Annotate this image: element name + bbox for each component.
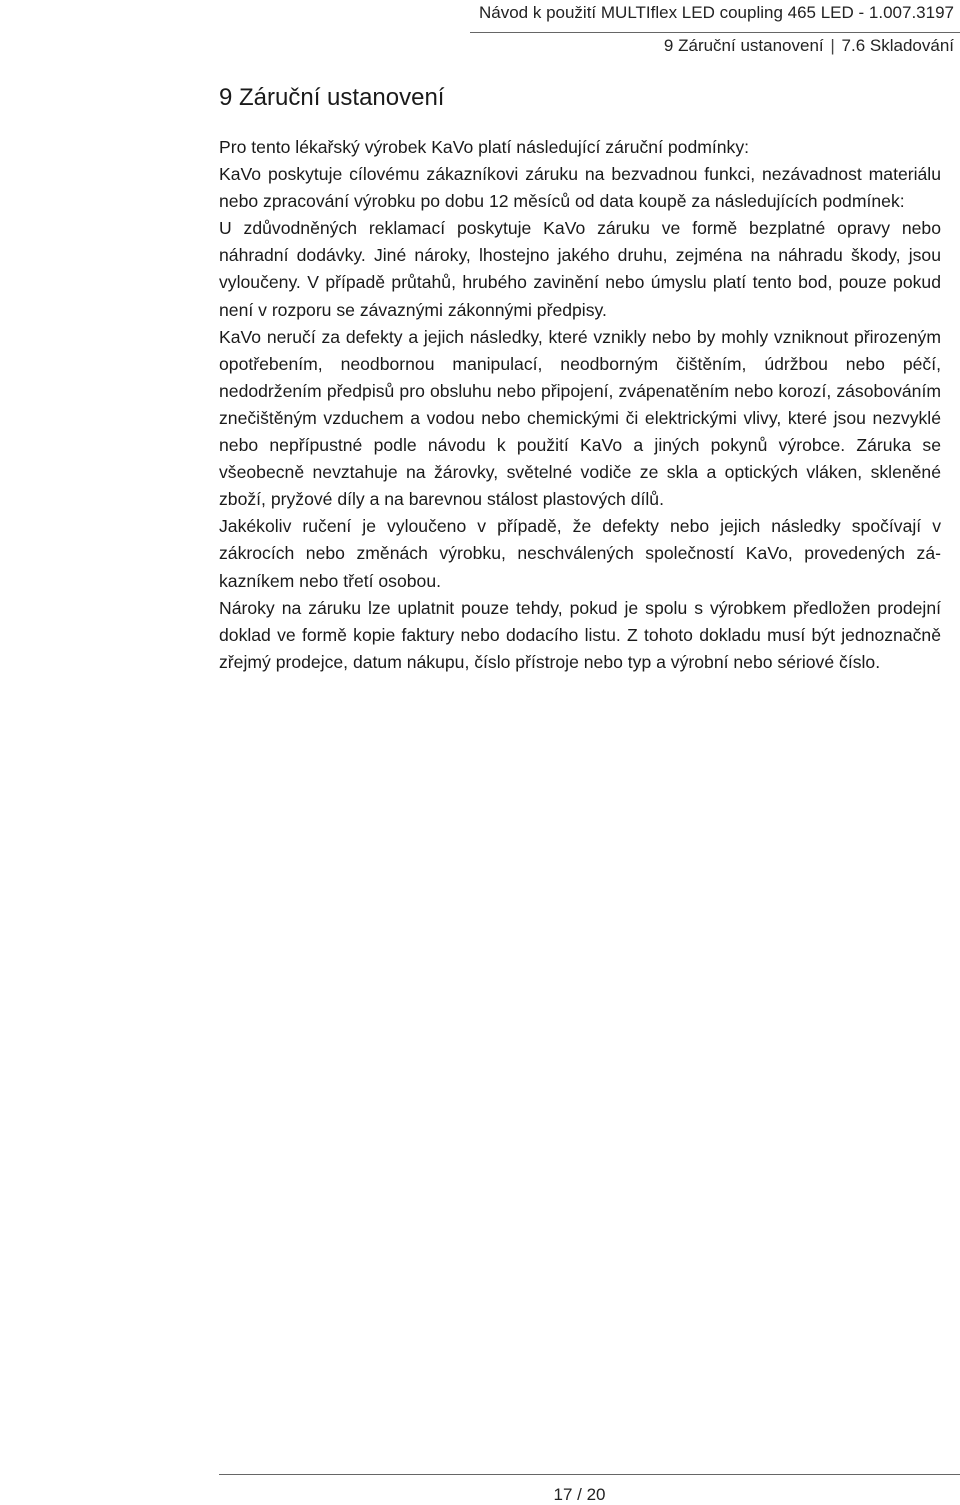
page-footer	[219, 1474, 960, 1503]
page-header	[0, 0, 960, 60]
paragraph-exclusions: KaVo neručí za defekty a jejich následky, které vznikly nebo by mohly vzniknout přirozeným opotřebením, neodbornou manipulací, neodborným čištěním, údržbou nebo péčí, nedodržením předpisů pro obsluhu nebo připojení, zvápenatěním nebo korozí, zásobováním znečištěným vzduchem a vodou nebo chemickými či elektrickými vlivy, které jsou nezvyklé nebo nepřípustné podle návodu k použití KaVo a jiných pokynů výrobce. Záruka se všeobecně nevztahuje na žárovky, světelné vodiče ze skla a optických vláken, skleněné zboží, pryžové díly a na barevnou stálost plastových dílů.	[219, 326, 941, 510]
page-number: 17 / 20	[553, 1485, 606, 1504]
document-title: Návod k použití MULTIflex LED coupling 465 LED - 1.007.3197	[478, 3, 954, 22]
header-divider	[470, 32, 960, 33]
main-content	[219, 78, 941, 676]
running-header-section: 9 Záruční ustanovení	[663, 36, 824, 55]
running-header-separator: |	[830, 36, 835, 55]
paragraph-proof-of-purchase: Nároky na záruku lze uplatnit pouze tehdy, pokud je spolu s výrobkem předložen prodejní doklad ve formě kopie faktury nebo dodacího listu. Z tohoto dokladu musí být jednoznačně zřejmý prodejce, datum nákupu, číslo přístroje nebo typ a výrobní nebo sériové číslo.	[219, 597, 941, 672]
running-header-sections	[664, 36, 954, 56]
paragraph-claims: U zdůvodněných reklamací poskytuje KaVo záruku ve formě bezplatné opravy nebo náhradní dodávky. Jiné nároky, lhostejno jakého druhu, zejména na náhradu škody, jsou vyloučeny. V případě průtahů, hrubého zavinění nebo úmyslu platí tento bod, pouze pokud není v rozporu se závaznými zákonnými předpisy.	[219, 218, 941, 320]
paragraph-warranty-terms: KaVo poskytuje cílovému zákazníkovi záruku na bezvadnou funkci, nezávadnost materiálu nebo zpracování výrobku po dobu 12 měsíců od data koupě za následujících podmínek:	[219, 164, 941, 212]
paragraph-liability: Jakékoliv ručení je vyloučeno v případě, že defekty nebo jejich následky spočívají v zákrocích nebo změnách výrobku, neschválených společností KaVo, provedených zákazníkem nebo třetí osobou.	[219, 516, 941, 591]
section-heading: 9 Záruční ustanovení	[219, 84, 445, 111]
paragraph-intro: Pro tento lékařský výrobek KaVo platí následující záruční podmínky:	[219, 137, 750, 157]
running-header-subsection: 7.6 Skladování	[841, 36, 954, 55]
footer-divider	[219, 1474, 960, 1475]
